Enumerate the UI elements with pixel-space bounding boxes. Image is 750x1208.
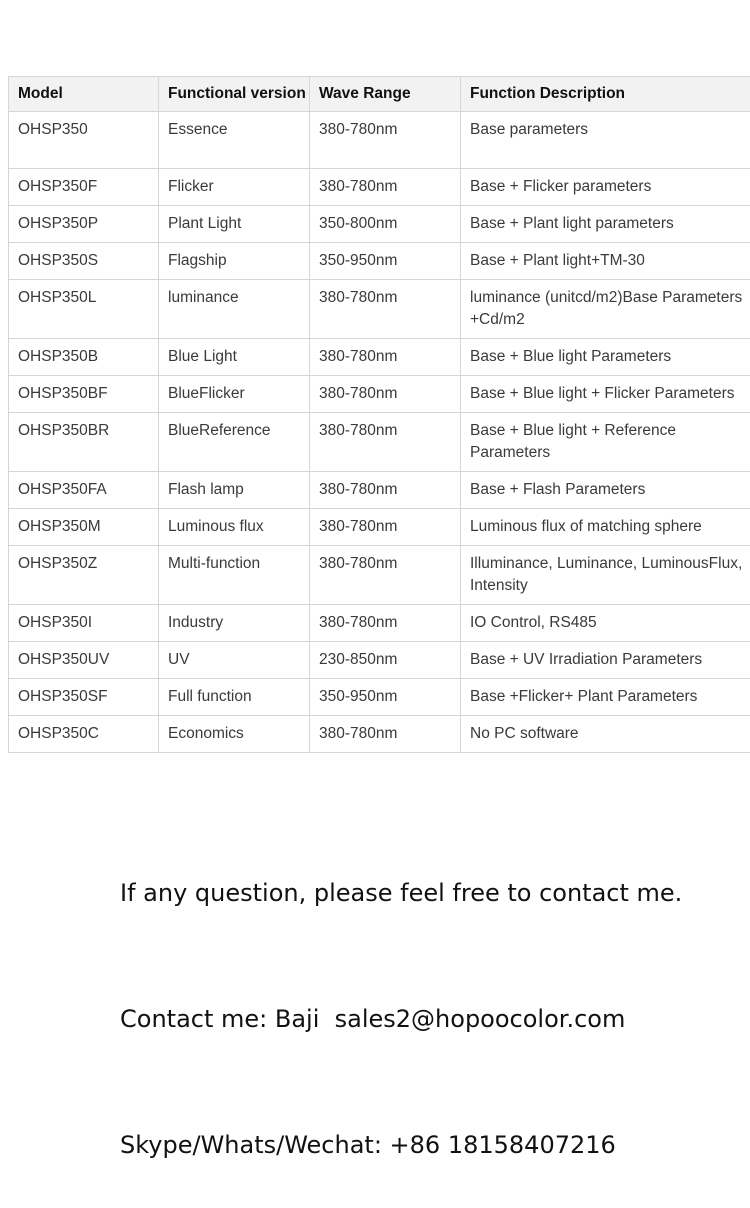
table-row xyxy=(9,679,750,716)
cell-description: Base +Flicker+ Plant Parameters xyxy=(461,679,750,716)
table-row xyxy=(9,716,750,753)
cell-description: Luminous flux of matching sphere xyxy=(461,509,750,546)
table-row xyxy=(9,169,750,206)
table-row xyxy=(9,472,750,509)
cell-model: OHSP350M xyxy=(9,509,159,546)
table-row xyxy=(9,605,750,642)
header-functional-version: Functional version xyxy=(159,77,310,112)
contact-phone-line: Skype/Whats/Wechat: +86 18158407216 xyxy=(120,1124,682,1166)
table-row xyxy=(9,376,750,413)
table-row xyxy=(9,112,750,169)
table-row xyxy=(9,642,750,679)
cell-wave-range: 350-950nm xyxy=(310,679,461,716)
cell-description: Base + Blue light + Flicker Parameters xyxy=(461,376,750,413)
cell-version: Multi-function xyxy=(159,546,310,605)
cell-version: Flash lamp xyxy=(159,472,310,509)
table-row xyxy=(9,280,750,339)
cell-description: Base + Blue light Parameters xyxy=(461,339,750,376)
table-row xyxy=(9,413,750,472)
table-row xyxy=(9,243,750,280)
cell-description: Base + Flicker parameters xyxy=(461,169,750,206)
table-row xyxy=(9,206,750,243)
product-spec-table xyxy=(8,76,750,753)
cell-version: Blue Light xyxy=(159,339,310,376)
cell-model: OHSP350C xyxy=(9,716,159,753)
cell-model: OHSP350I xyxy=(9,605,159,642)
cell-description: Base + Plant light parameters xyxy=(461,206,750,243)
cell-version: Full function xyxy=(159,679,310,716)
contact-block xyxy=(120,788,682,1208)
header-function-description: Function Description xyxy=(461,77,750,112)
cell-model: OHSP350 xyxy=(9,112,159,169)
cell-description: Base + UV Irradiation Parameters xyxy=(461,642,750,679)
cell-version: Essence xyxy=(159,112,310,169)
cell-description: Illuminance, Luminance, LuminousFlux, Intensity xyxy=(461,546,750,605)
cell-model: OHSP350L xyxy=(9,280,159,339)
contact-email-line: Contact me: Baji sales2@hopoocolor.com xyxy=(120,998,682,1040)
header-model: Model xyxy=(9,77,159,112)
table-row xyxy=(9,546,750,605)
cell-version: UV xyxy=(159,642,310,679)
header-wave-range: Wave Range xyxy=(310,77,461,112)
cell-description: luminance (unitcd/m2)Base Parameters +Cd/m2 xyxy=(461,280,750,339)
table-row xyxy=(9,339,750,376)
cell-version: BlueFlicker xyxy=(159,376,310,413)
cell-model: OHSP350BR xyxy=(9,413,159,472)
cell-wave-range: 380-780nm xyxy=(310,546,461,605)
cell-version: Industry xyxy=(159,605,310,642)
cell-description: Base + Blue light + Reference Parameters xyxy=(461,413,750,472)
cell-wave-range: 380-780nm xyxy=(310,376,461,413)
cell-description: Base parameters xyxy=(461,112,750,169)
cell-description: Base + Flash Parameters xyxy=(461,472,750,509)
cell-version: luminance xyxy=(159,280,310,339)
cell-version: Plant Light xyxy=(159,206,310,243)
cell-version: Flicker xyxy=(159,169,310,206)
cell-model: OHSP350P xyxy=(9,206,159,243)
table-header-row xyxy=(9,77,750,112)
cell-wave-range: 380-780nm xyxy=(310,605,461,642)
cell-wave-range: 380-780nm xyxy=(310,339,461,376)
cell-version: Economics xyxy=(159,716,310,753)
cell-wave-range: 350-950nm xyxy=(310,243,461,280)
cell-wave-range: 350-800nm xyxy=(310,206,461,243)
cell-description: No PC software xyxy=(461,716,750,753)
cell-wave-range: 380-780nm xyxy=(310,169,461,206)
cell-model: OHSP350S xyxy=(9,243,159,280)
cell-model: OHSP350BF xyxy=(9,376,159,413)
table-row xyxy=(9,509,750,546)
cell-wave-range: 230-850nm xyxy=(310,642,461,679)
cell-model: OHSP350F xyxy=(9,169,159,206)
cell-wave-range: 380-780nm xyxy=(310,509,461,546)
contact-question-line: If any question, please feel free to contact me. xyxy=(120,872,682,914)
cell-version: BlueReference xyxy=(159,413,310,472)
cell-wave-range: 380-780nm xyxy=(310,112,461,169)
cell-model: OHSP350B xyxy=(9,339,159,376)
cell-model: OHSP350FA xyxy=(9,472,159,509)
cell-description: Base + Plant light+TM-30 xyxy=(461,243,750,280)
cell-model: OHSP350UV xyxy=(9,642,159,679)
cell-version: Flagship xyxy=(159,243,310,280)
cell-model: OHSP350Z xyxy=(9,546,159,605)
cell-description: IO Control, RS485 xyxy=(461,605,750,642)
cell-wave-range: 380-780nm xyxy=(310,716,461,753)
cell-model: OHSP350SF xyxy=(9,679,159,716)
cell-version: Luminous flux xyxy=(159,509,310,546)
cell-wave-range: 380-780nm xyxy=(310,413,461,472)
cell-wave-range: 380-780nm xyxy=(310,472,461,509)
cell-wave-range: 380-780nm xyxy=(310,280,461,339)
